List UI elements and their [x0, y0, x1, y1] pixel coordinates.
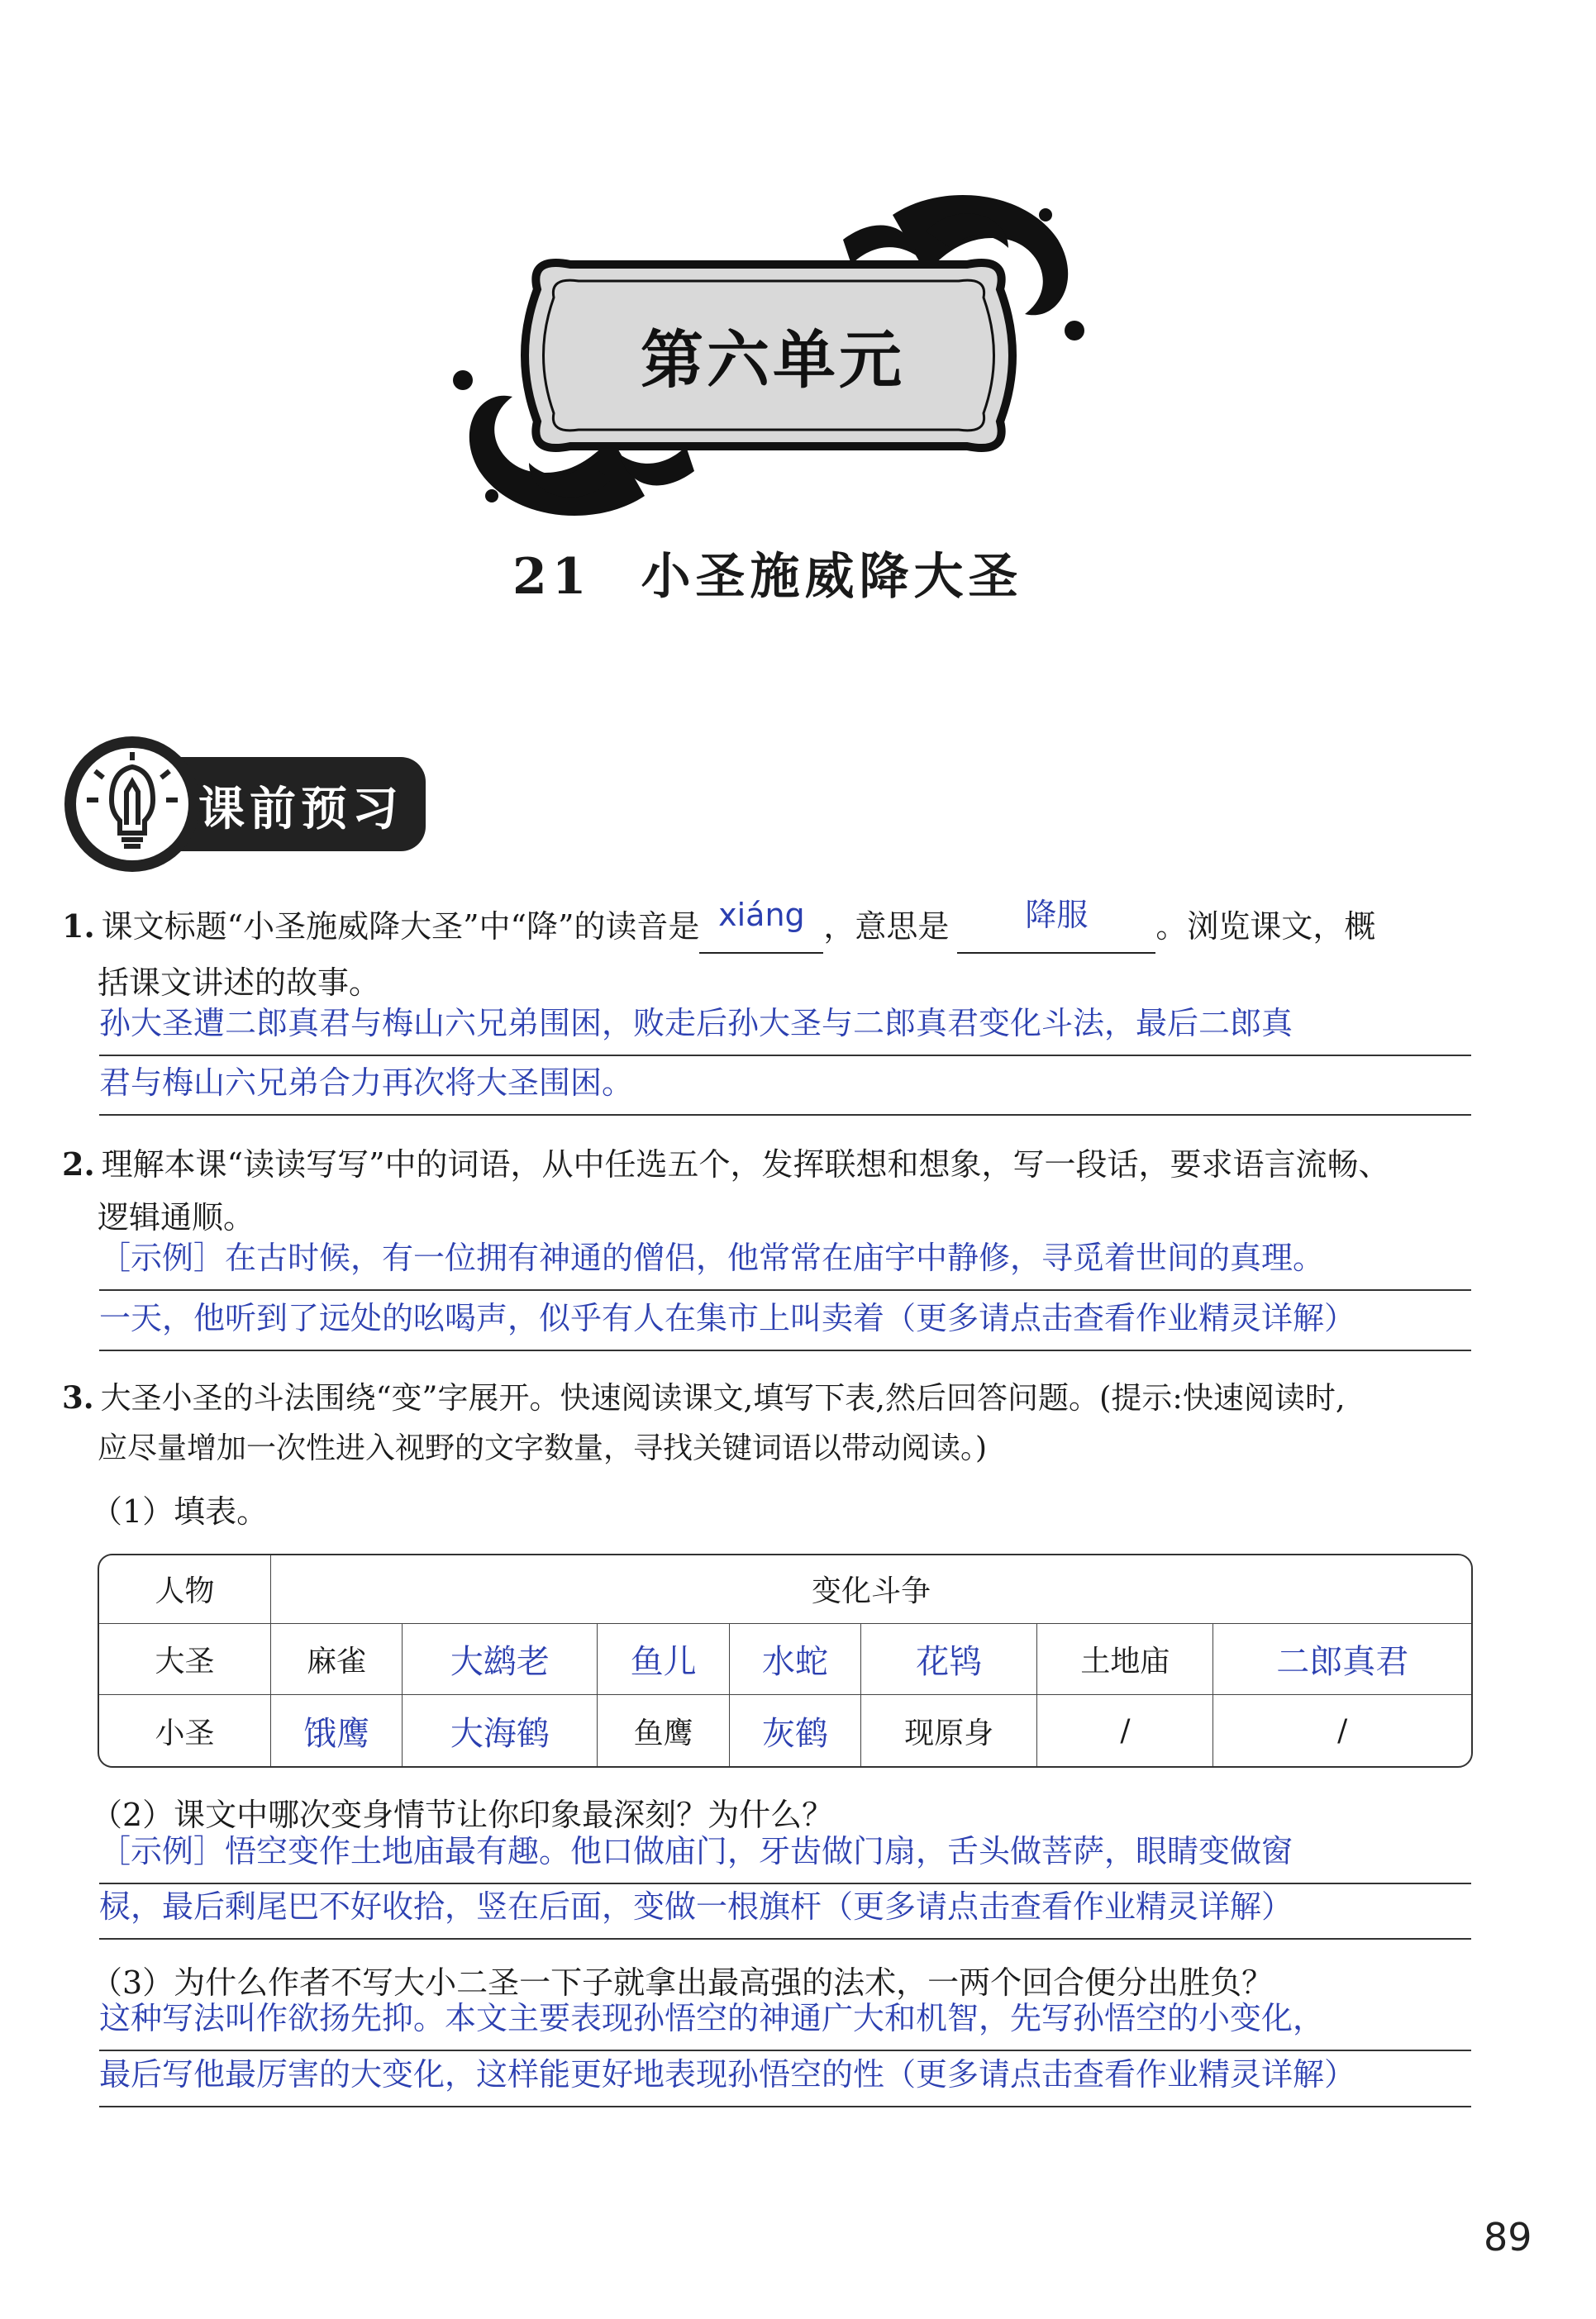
question-3-continued: 应尽量增加一次性进入视野的文字数量，寻找关键词语以带动阅读。) — [98, 1431, 988, 1465]
answer-line: 君与梅山六兄弟合力再次将大圣围困。 — [99, 1058, 1471, 1116]
table-cell-answer: 大鹚老 — [403, 1623, 598, 1695]
table-row — [99, 1695, 1471, 1766]
answer-line: 最后写他最厉害的大变化，这样能更好地表现孙悟空的性（更多请点击查看作业精灵详解） — [99, 2050, 1471, 2107]
table-cell-answer: 鱼儿 — [598, 1623, 729, 1695]
answer-line: ［示例］悟空变作土地庙最有趣。他口做庙门，牙齿做门扇，舌头做菩萨，眼睛变做窗 — [99, 1826, 1471, 1884]
table-header-character: 人物 — [99, 1555, 271, 1623]
answer-line: 一天，他听到了远处的吆喝声，似乎有人在集市上叫卖着（更多请点击查看作业精灵详解） — [99, 1293, 1471, 1351]
question-1 — [62, 897, 1484, 954]
blank-meaning — [957, 897, 1155, 954]
row-label: 小圣 — [99, 1695, 271, 1766]
question-1-continued: 括课文讲述的故事。 — [98, 964, 381, 1001]
table-cell: 鱼鹰 — [598, 1695, 729, 1766]
question-text: ，意思是 — [823, 908, 950, 945]
answer-pronunciation: xiáng — [718, 897, 805, 933]
transformation-table — [98, 1554, 1473, 1768]
question-text: 大圣小圣的斗法围绕“变”字展开。快速阅读课文,填写下表,然后回答问题。(提示:快速阅读时, — [100, 1380, 1346, 1416]
blank-pronunciation — [699, 897, 823, 954]
answer-line: 这种写法叫作欲扬先抑。本文主要表现孙悟空的神通广大和机智，先写孙悟空的小变化， — [99, 1993, 1471, 2051]
table-header-transformations: 变化斗争 — [271, 1555, 1472, 1623]
row-label: 大圣 — [99, 1623, 271, 1695]
table-cell: 麻雀 — [271, 1623, 403, 1695]
question-2 — [62, 1139, 1484, 1190]
lesson-title-text: 小圣施威降大圣 — [641, 548, 1023, 606]
page-number: 89 — [1484, 2215, 1532, 2259]
unit-title: 第六单元 — [641, 323, 905, 397]
table-cell-answer: 花鸨 — [861, 1623, 1037, 1695]
sub-question-1: （1）填表。 — [91, 1493, 269, 1530]
answer-line: ［示例］在古时候，有一位拥有神通的僧侣，他常常在庙宇中静修，寻觅着世间的真理。 — [99, 1233, 1471, 1291]
question-number: 2. — [62, 1145, 95, 1183]
question-number: 3. — [62, 1379, 94, 1416]
question-text: 课文标题“小圣施威降大圣”中“降”的读音是 — [101, 908, 700, 945]
table-row — [99, 1623, 1471, 1695]
lesson-title — [512, 537, 1023, 608]
question-number: 1. — [62, 907, 95, 945]
answer-line: 孙大圣遭二郎真君与梅山六兄弟围困，败走后孙大圣与二郎真君变化斗法，最后二郎真 — [99, 998, 1471, 1056]
table-cell-answer: 灰鹤 — [729, 1695, 860, 1766]
answer-line: 棂，最后剩尾巴不好收拾，竖在后面，变做一根旗杆（更多请点击查看作业精灵详解） — [99, 1882, 1471, 1940]
question-text: 。浏览课文，概 — [1155, 908, 1376, 945]
sub-question-3: （3）为什么作者不写大小二圣一下子就拿出最高强的法术，一两个回合便分出胜负？ — [91, 1964, 1274, 2001]
lesson-number: 21 — [512, 548, 592, 606]
table-cell: 现原身 — [861, 1695, 1037, 1766]
table-cell: 土地庙 — [1037, 1623, 1213, 1695]
question-2-continued: 逻辑通顺。 — [98, 1199, 255, 1236]
table-cell-answer: 水蛇 — [729, 1623, 860, 1695]
table-cell-answer: 饿鹰 — [271, 1695, 403, 1766]
answer-meaning: 降服 — [1025, 897, 1089, 933]
table-cell: / — [1037, 1695, 1213, 1766]
table-cell: / — [1213, 1695, 1471, 1766]
table-cell-answer: 大海鹤 — [403, 1695, 598, 1766]
table-cell-answer: 二郎真君 — [1213, 1623, 1471, 1695]
question-3 — [62, 1372, 1484, 1424]
section-label: 课前预习 — [198, 783, 403, 836]
question-text: 理解本课“读读写写”中的词语，从中任选五个，发挥联想和想象，写一段话，要求语言流畅、 — [101, 1146, 1390, 1183]
sub-question-2: （2）课文中哪次变身情节让你印象最深刻？为什么？ — [91, 1797, 834, 1833]
